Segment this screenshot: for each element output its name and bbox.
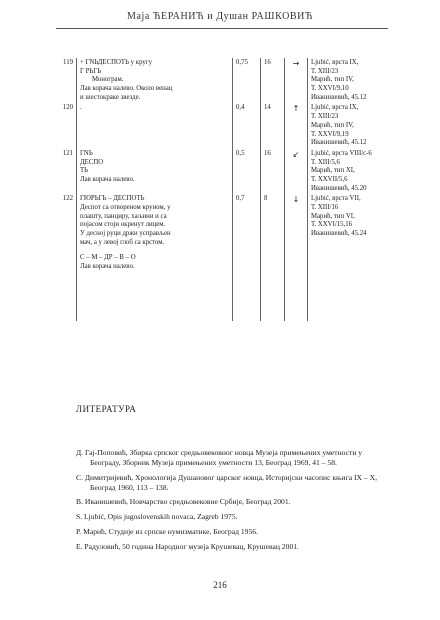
table-cell	[77, 273, 233, 321]
die-orientation	[285, 149, 308, 194]
description-line: + ГNЬДЕСПОТЬ у кругу	[80, 59, 152, 66]
description-line: ДЕСПО	[80, 158, 104, 166]
description-line: Деспот са отвореном круном, у	[80, 204, 171, 211]
coin-description	[77, 103, 233, 148]
catalog-number: 121	[56, 149, 77, 194]
orientation-arrow-icon: ↙	[292, 149, 300, 159]
die-orientation	[285, 194, 308, 273]
table-row	[56, 58, 388, 103]
literature-list	[76, 448, 388, 557]
reference-line: Ljubić, врста VIII/с-6	[311, 149, 372, 157]
description-line: Лав корача налево.	[80, 263, 135, 271]
description-line: У десној руци држи усправљен	[80, 230, 171, 238]
literature-entry: S. Ljubić, Opis jugoslovenskih novaca, Zagreb 1975.	[76, 512, 238, 522]
description-line: С – М – ДР – В – О	[80, 254, 136, 262]
catalog-number: 119	[56, 58, 77, 103]
description-line: ТЬ	[80, 167, 89, 175]
literature-entry: Д. Гај-Поповић, Збирка српског средњовековног новца Музеја примењених уметности у Београду, Зборник Музеја примењених уметности 13, Београд 1969, 41 – 58.	[76, 448, 363, 467]
literature-entry: С. Димитријевић, Хронологија Душановог царског новца, Историјски часопис књига IX – X, Београд 1960, 113 – 138.	[76, 472, 377, 492]
reference-line: Иванишевић, 45.20	[311, 184, 367, 192]
description-line: ГNЬ	[80, 149, 93, 157]
reference-line: Т. XXVII/5,6	[311, 175, 348, 183]
die-orientation	[285, 103, 308, 148]
coin-diameter: 8	[261, 194, 285, 273]
reference-line: Т. XXVI/9,19	[311, 130, 349, 138]
description-line: ГЮРЬГЬ – ДЕСПОТЬ	[80, 195, 145, 203]
description-line: .	[80, 104, 82, 112]
reference-line: Ljubić, врста VII,	[311, 195, 361, 203]
coin-weight: 0,7	[233, 194, 261, 273]
coin-references	[308, 194, 389, 273]
coin-diameter: 16	[261, 149, 285, 194]
catalog-number: 122	[56, 194, 77, 273]
description-line: и шестокраке звезде.	[80, 93, 141, 101]
orientation-arrow-icon: ↓	[292, 195, 300, 205]
header-rule	[56, 28, 388, 29]
reference-line: Т. XXVI/15,16	[311, 221, 353, 229]
description-line: Монограм.	[92, 76, 124, 84]
reference-line: Ljubić, врста IX,	[311, 59, 359, 66]
running-header: Маја ЋЕРАНИЋ и Душан РАШКОВИЋ	[126, 11, 314, 22]
description-line: Г РЬГЬ	[80, 67, 102, 75]
description-line: плашту, панциру, хаљини и са	[80, 212, 167, 220]
reference-line: Т. XIII/16	[311, 204, 339, 211]
description-line: мач, а у левој глоб са крстом.	[80, 238, 165, 246]
table-spacer-row	[56, 273, 388, 321]
table-row	[56, 194, 388, 273]
orientation-arrow-icon: →	[292, 59, 300, 68]
coin-description	[77, 58, 233, 103]
catalog-number: 120	[56, 103, 77, 148]
description-line: појасом стоји окренут лицем.	[80, 221, 166, 229]
reference-line: Иванишевић, 45.12	[311, 139, 367, 147]
table-cell	[261, 273, 285, 321]
literature-entry: Р. Марић, Студије из српске нумизматике, Београд 1956.	[76, 527, 258, 537]
coin-weight: 0,5	[233, 149, 261, 194]
coin-references	[308, 58, 389, 103]
reference-line: Марић, тип IV,	[311, 121, 354, 129]
table-cell	[56, 273, 77, 321]
coin-references	[308, 103, 389, 148]
table-row	[56, 103, 388, 148]
coin-description	[77, 194, 233, 273]
reference-line: Иванишевић, 45.12	[311, 93, 367, 101]
table-cell	[233, 273, 261, 321]
reference-line: Т. XIII/5,6	[311, 158, 340, 166]
coin-description	[77, 149, 233, 194]
reference-line: Т. XIII/23	[311, 113, 339, 121]
literature-entry: Е. Радуловић, 50 година Народног музеја Крушевац, Крушевац 2001.	[76, 542, 299, 552]
reference-line: Ljubić, врста IX,	[311, 104, 359, 112]
orientation-arrow-icon: ↑	[292, 104, 300, 114]
coin-catalog-table	[56, 58, 388, 321]
description-line	[80, 247, 230, 254]
reference-line: Марић, тип XI,	[311, 167, 355, 175]
page-number: 216	[213, 580, 227, 590]
coin-references	[308, 149, 389, 194]
table-cell	[308, 273, 389, 321]
coin-weight: 0,75	[233, 58, 261, 103]
coin-diameter: 14	[261, 103, 285, 148]
table-row	[56, 149, 388, 194]
literature-entry: В. Иванишевић, Новчарство средњовековне Србије, Београд 2001.	[76, 497, 291, 507]
die-orientation	[285, 58, 308, 103]
reference-line: Марић, тип IV,	[311, 76, 354, 84]
description-line: Лав корача налево. Около венац	[80, 85, 173, 93]
reference-line: Т. XIII/23	[311, 67, 339, 75]
table-cell	[285, 273, 308, 321]
literature-heading: ЛИТЕРАТУРА	[76, 404, 137, 414]
reference-line: Иванишевић, 45.24	[311, 230, 367, 238]
reference-line: Марић, тип VI,	[311, 212, 355, 220]
coin-diameter: 16	[261, 58, 285, 103]
reference-line: Т. XXVI/9,10	[311, 85, 349, 93]
coin-weight: 0,4	[233, 103, 261, 148]
description-line: Лав корача налево.	[80, 175, 135, 183]
